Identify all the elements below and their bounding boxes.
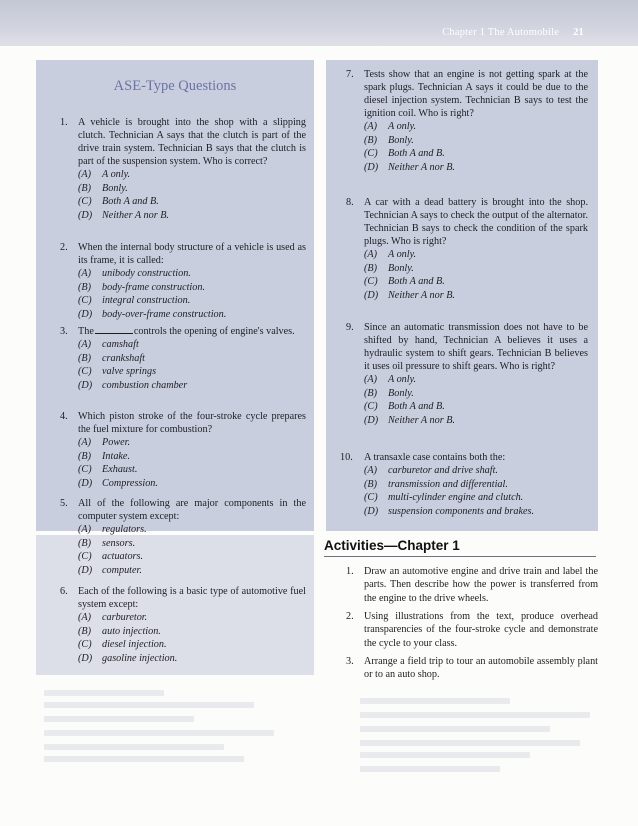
question-stem: The controls the opening of engine's valves. [78,326,295,337]
activity-3 [346,655,598,682]
question-5 [60,497,306,577]
question-stem: All of the following are major components in the computer system except: [78,498,306,522]
question-number: 7. [346,69,354,80]
option: (C) Both A and B. [364,148,445,159]
option: (A) A only. [364,374,417,385]
activity-text: Using illustrations from the text, produce overhead transparencies of the four-stroke cycle and demonstrate the cycle to your class. [364,611,598,649]
question-1 [60,116,306,222]
activity-number: 2. [346,611,354,622]
option: (C) multi-cylinder engine and clutch. [364,492,524,503]
question-stem: A vehicle is brought into the shop with a slipping clutch. Technician A says that the clutch is part of the drive train system. Technician B says that the clutch is part of the suspension system. Who is correct? [78,117,306,167]
show-through-line [360,752,530,758]
question-number: 3. [60,326,68,337]
running-head [442,27,584,38]
option: (A) unibody construction. [78,268,191,279]
show-through-line [360,726,550,732]
question-stem: A car with a dead battery is brought into the shop. Technician A says to check the output of the alternator. Technician B says to check the condition of the spark plugs. Who is right? [364,197,588,247]
option: (A) A only. [364,249,417,260]
show-through-line [360,766,500,772]
option: (C) Exhaust. [78,464,138,475]
show-through-line [360,712,590,718]
ase-title: ASE-Type Questions [113,78,237,94]
question-10 [340,451,588,518]
question-4 [60,410,306,490]
question-number: 5. [60,498,68,509]
question-number: 2. [60,242,68,253]
question-stem: A transaxle case contains both the: [364,452,506,463]
option: (B) auto injection. [78,625,161,637]
question-stem: Each of the following is a basic type of automotive fuel system except: [78,586,306,610]
option: (A) regulators. [78,524,147,535]
option: (B) Bonly. [78,182,128,194]
option: (A) carburetor and drive shaft. [364,465,498,476]
show-through-line [44,702,254,708]
option: (A) Power. [78,437,131,448]
activity-1 [346,565,598,605]
question-9 [346,321,588,427]
activity-number: 1. [346,566,354,577]
question-stem: Which piston stroke of the four-stroke cycle prepares the fuel mixture for combustion? [78,411,306,435]
option: (A) carburetor. [78,612,148,623]
option: (B) body-frame construction. [78,281,205,293]
activities-rule [324,556,596,557]
option: (A) A only. [78,169,131,180]
activity-2 [346,610,598,650]
option: (D) Neither A nor B. [78,209,169,221]
option: (C) Both A and B. [78,196,159,207]
option: (C) Both A and B. [364,276,445,287]
option: (D) Compression. [78,477,158,489]
option: (B) Bonly. [364,134,414,146]
option: (B) sensors. [78,537,136,549]
question-6 [60,585,306,665]
page-number: 21 [573,27,584,38]
question-7 [346,68,588,174]
option: (B) Bonly. [364,262,414,274]
option: (B) transmission and differential. [364,478,508,490]
activity-text: Draw an automotive engine and drive train and label the parts. Then describe how the power is transferred from the engine to the drive wheels. [364,566,598,604]
option: (D) body-over-frame construction. [78,308,227,320]
header-band [0,0,638,46]
question-2 [60,241,306,321]
show-through-line [44,756,244,762]
option: (C) valve springs [78,366,157,377]
question-stem: Since an automatic transmission does not have to be shifted by hand, Technician A believes it uses a hydraulic system to shift gears. Technician B believes it uses oil pressure to shift gears. Who is right? [364,322,588,372]
option: (B) crankshaft [78,352,146,364]
option: (D) Neither A nor B. [364,289,455,301]
answer-blank [95,333,133,334]
activity-number: 3. [346,656,354,667]
question-number: 9. [346,322,354,333]
option: (D) gasoline injection. [78,652,178,664]
question-3 [60,325,306,392]
question-number: 10. [340,452,353,463]
question-number: 6. [60,586,68,597]
option: (A) A only. [364,121,417,132]
option: (C) Both A and B. [364,401,445,412]
show-through-line [44,744,224,750]
option: (B) Intake. [78,450,131,462]
option: (A) camshaft [78,339,139,350]
option: (D) computer. [78,564,142,576]
option: (D) Neither A nor B. [364,161,455,173]
question-8 [346,196,588,302]
show-through-line [360,740,580,746]
question-number: 4. [60,411,68,422]
chapter-title: Chapter 1 The Automobile [442,27,560,38]
show-through-line [44,690,164,696]
show-through-line [44,730,274,736]
activity-text: Arrange a field trip to tour an automobile assembly plant or to an auto shop. [364,656,598,681]
option: (D) combustion chamber [78,379,188,391]
option: (C) actuators. [78,551,144,562]
option: (D) Neither A nor B. [364,414,455,426]
activities-title: Activities—Chapter 1 [324,538,460,553]
question-number: 1. [60,117,68,128]
option: (C) integral construction. [78,295,191,306]
show-through-line [44,716,194,722]
option: (D) suspension components and brakes. [364,505,535,517]
question-stem: When the internal body structure of a vehicle is used as its frame, it is called: [78,242,306,266]
question-number: 8. [346,197,354,208]
option: (C) diesel injection. [78,639,167,650]
show-through-line [360,698,510,704]
option: (B) Bonly. [364,387,414,399]
question-stem: Tests show that an engine is not getting spark at the spark plugs. Technician A says it could be due to the diesel injection system. Technician B says to test the ignition coil. Who is right? [364,69,588,119]
